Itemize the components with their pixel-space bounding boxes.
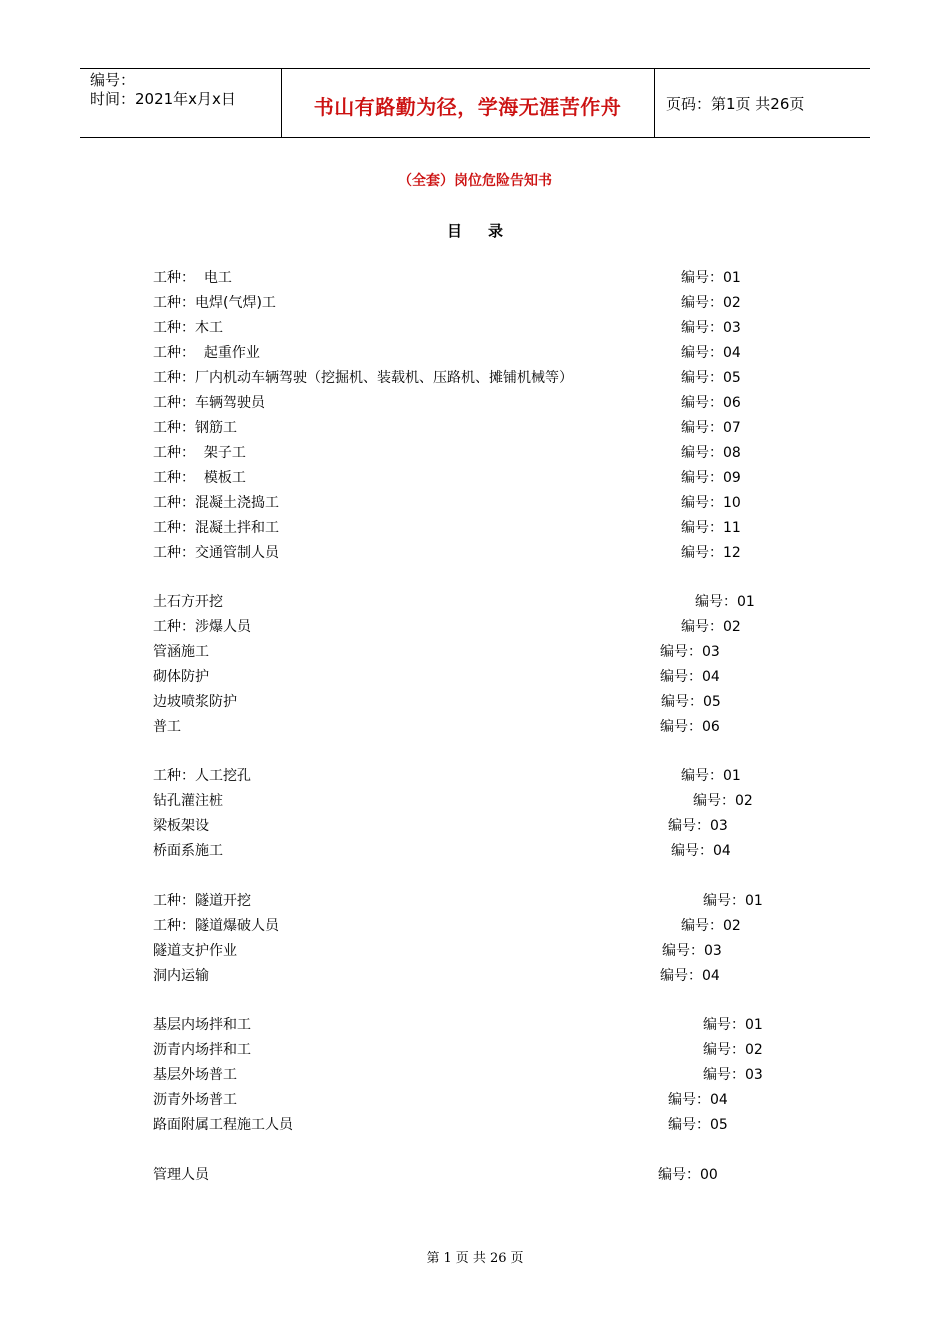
toc-item-name: 工种： 模板工 (153, 470, 246, 486)
toc-item-name: 工种：隧道开挖 (153, 893, 251, 909)
page-footer (0, 1247, 950, 1266)
toc-item-code: 编号：05 (661, 694, 721, 710)
toc-item-name: 基层外场普工 (153, 1067, 237, 1083)
toc-item-name: 桥面系施工 (153, 843, 223, 859)
page-header (80, 68, 870, 138)
toc-item-name: 工种： 电工 (153, 270, 232, 286)
document-title: （全套）岗位危险告知书 (398, 173, 552, 189)
toc-item-code: 编号：04 (660, 669, 720, 685)
toc-item-code: 编号：11 (681, 520, 741, 536)
toc-item-code: 编号：01 (681, 270, 741, 286)
toc-item-code: 编号：12 (681, 545, 741, 561)
header-motto: 书山有路勤为径，学海无涯苦作舟 (313, 95, 622, 119)
toc-item-code: 编号：01 (695, 594, 755, 610)
toc-item-code: 编号：03 (668, 818, 728, 834)
toc-item-code: 编号：04 (660, 968, 720, 984)
toc-item-code: 编号：03 (660, 644, 720, 660)
toc-item-name: 洞内运输 (153, 968, 209, 984)
toc-item-code: 编号：05 (681, 370, 741, 386)
toc-item-name: 隧道支护作业 (153, 943, 237, 959)
toc-item-code: 编号：03 (703, 1067, 763, 1083)
toc-item-name: 沥青内场拌和工 (153, 1042, 251, 1058)
toc-item-code: 编号：08 (681, 445, 741, 461)
footer-total-pages: 26 (489, 1251, 507, 1266)
toc-item-name: 工种：混凝土拌和工 (153, 520, 279, 536)
toc-item-name: 沥青外场普工 (153, 1092, 237, 1108)
footer-prefix: 第 (426, 1251, 440, 1266)
toc-item-name: 工种：交通管制人员 (153, 545, 279, 561)
toc-item-code: 编号：06 (660, 719, 720, 735)
toc-item-name: 工种：混凝土浇捣工 (153, 495, 279, 511)
toc-item-name: 梁板架设 (153, 818, 209, 834)
toc-item-code: 编号：10 (681, 495, 741, 511)
toc-item-name: 普工 (153, 719, 181, 735)
toc-item-code: 编号：02 (703, 1042, 763, 1058)
toc-heading: 目录 (446, 222, 529, 240)
toc-item-code: 编号：02 (681, 918, 741, 934)
toc-item-code: 编号：04 (671, 843, 731, 859)
toc-item-name: 钻孔灌注桩 (153, 793, 223, 809)
toc-item-name: 工种： 架子工 (153, 445, 246, 461)
toc-item-name: 工种：涉爆人员 (153, 619, 251, 635)
header-page-info: 页码：第1页 共26页 (666, 95, 805, 113)
header-meta (90, 71, 236, 109)
toc-item-code: 编号：01 (703, 1017, 763, 1033)
toc-item-code: 编号：00 (658, 1167, 718, 1183)
toc-item-name: 工种：电焊(气焊)工 (153, 295, 276, 311)
toc-item-code: 编号：04 (681, 345, 741, 361)
toc-item-code: 编号：01 (681, 768, 741, 784)
toc-item-code: 编号：04 (668, 1092, 728, 1108)
toc-item-name: 工种： 起重作业 (153, 345, 260, 361)
toc-item-name: 路面附属工程施工人员 (153, 1117, 293, 1133)
toc-item-name: 基层内场拌和工 (153, 1017, 251, 1033)
footer-page-number: 1 (443, 1251, 452, 1266)
toc-item-name: 工种：钢筋工 (153, 420, 237, 436)
toc-item-code: 编号：02 (681, 619, 741, 635)
toc-item-code: 编号：07 (681, 420, 741, 436)
toc-item-name: 管理人员 (153, 1167, 209, 1183)
toc-item-name: 工种：木工 (153, 320, 223, 336)
toc-item-name: 工种：隧道爆破人员 (153, 918, 279, 934)
toc-item-code: 编号：03 (662, 943, 722, 959)
toc-item-name: 工种：厂内机动车辆驾驶（挖掘机、装载机、压路机、摊铺机械等） (153, 370, 573, 386)
toc-item-name: 土石方开挖 (153, 594, 223, 610)
toc-item-name: 工种：车辆驾驶员 (153, 395, 265, 411)
toc-item-name: 边坡喷浆防护 (153, 694, 237, 710)
footer-suffix: 页 (510, 1251, 524, 1266)
toc-item-name: 工种：人工挖孔 (153, 768, 251, 784)
toc-item-code: 编号：05 (668, 1117, 728, 1133)
toc-item-code: 编号：03 (681, 320, 741, 336)
toc-item-code: 编号：01 (703, 893, 763, 909)
time-label: 时间：2021年x月x日 (90, 90, 236, 108)
number-label: 编号： (90, 71, 136, 89)
toc-item-code: 编号：02 (693, 793, 753, 809)
header-divider (654, 69, 655, 137)
toc-item-code: 编号：02 (681, 295, 741, 311)
footer-middle: 页 共 (455, 1251, 486, 1266)
toc-item-code: 编号：06 (681, 395, 741, 411)
toc-item-name: 砌体防护 (153, 669, 209, 685)
toc-item-code: 编号：09 (681, 470, 741, 486)
toc-item-name: 管涵施工 (153, 644, 209, 660)
